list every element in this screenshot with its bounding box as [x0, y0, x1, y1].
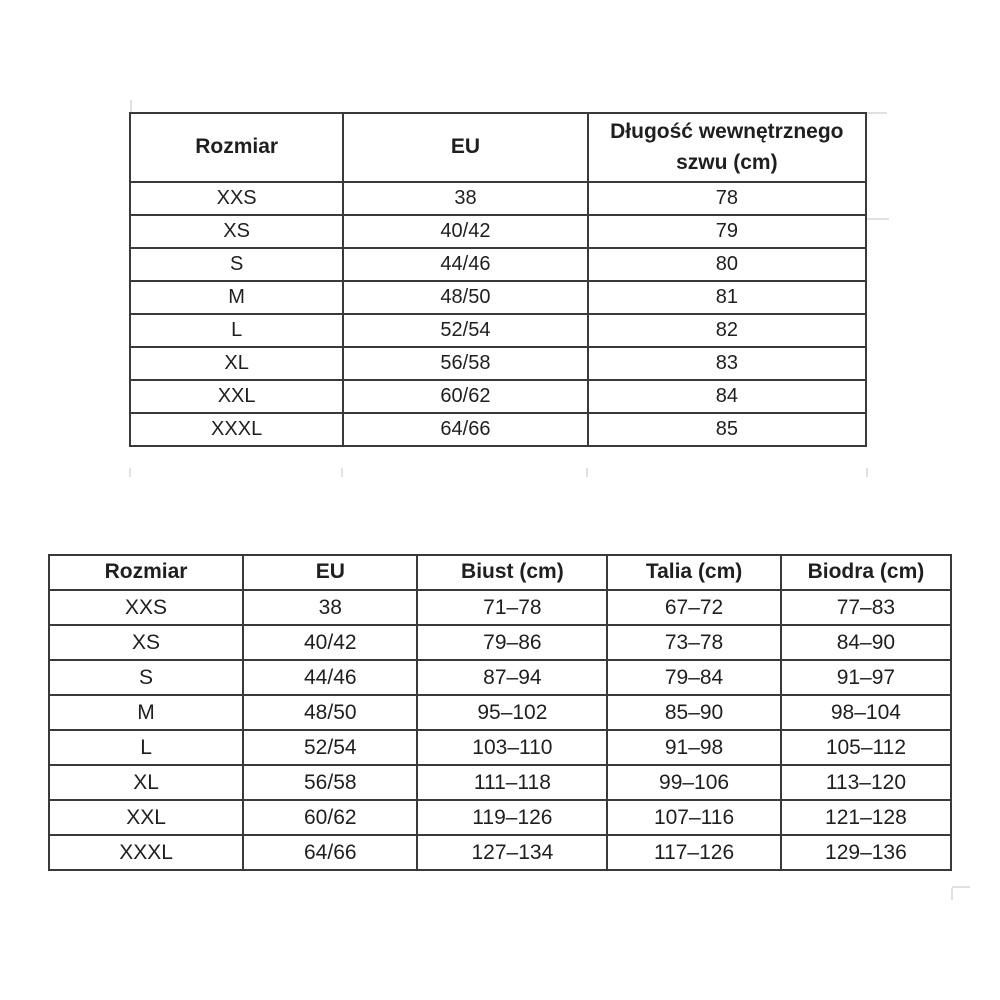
table-row — [130, 380, 866, 413]
table-row — [49, 765, 951, 800]
table-cell: 98–104 — [781, 695, 951, 730]
table-cell: 71–78 — [417, 590, 607, 625]
table-cell: 79–84 — [607, 660, 781, 695]
table-cell: 121–128 — [781, 800, 951, 835]
table-cell: 91–98 — [607, 730, 781, 765]
column-header: EU — [343, 113, 587, 182]
table-cell: 84–90 — [781, 625, 951, 660]
column-header: Długość wewnętrznego szwu (cm) — [588, 113, 866, 182]
table-cell: XXS — [130, 182, 343, 215]
gridline-artifact — [952, 886, 970, 888]
column-header: EU — [243, 555, 417, 590]
table-cell: 83 — [588, 347, 866, 380]
table-cell: 52/54 — [243, 730, 417, 765]
table-cell: 84 — [588, 380, 866, 413]
table-cell: 87–94 — [417, 660, 607, 695]
table-cell: 44/46 — [343, 248, 587, 281]
table-cell: 38 — [343, 182, 587, 215]
table-cell: 113–120 — [781, 765, 951, 800]
table-cell: 103–110 — [417, 730, 607, 765]
table-row — [49, 660, 951, 695]
table-cell: 127–134 — [417, 835, 607, 870]
table-cell: 40/42 — [343, 215, 587, 248]
table-cell: 67–72 — [607, 590, 781, 625]
table-cell: 95–102 — [417, 695, 607, 730]
table-row — [130, 182, 866, 215]
table-cell: 119–126 — [417, 800, 607, 835]
table-cell: 80 — [588, 248, 866, 281]
table-cell: M — [130, 281, 343, 314]
table-cell: L — [130, 314, 343, 347]
table-row — [49, 590, 951, 625]
gridline-artifact — [129, 468, 131, 477]
gridline-artifact — [951, 888, 953, 900]
table-row — [130, 347, 866, 380]
table-cell: 107–116 — [607, 800, 781, 835]
table-row — [130, 248, 866, 281]
table-cell: 117–126 — [607, 835, 781, 870]
gridline-artifact — [866, 468, 868, 477]
gridline-artifact — [341, 468, 343, 477]
table-cell: XS — [49, 625, 243, 660]
column-header: Rozmiar — [49, 555, 243, 590]
table-cell: 85–90 — [607, 695, 781, 730]
gridline-artifact — [130, 100, 132, 112]
column-header: Biust (cm) — [417, 555, 607, 590]
table-cell: 85 — [588, 413, 866, 446]
inseam-size-table — [129, 112, 867, 447]
table-cell: XXL — [49, 800, 243, 835]
gridline-artifact — [867, 218, 889, 220]
table-row — [130, 281, 866, 314]
table-cell: XXS — [49, 590, 243, 625]
body-measurements-table — [48, 554, 952, 871]
gridline-artifact — [586, 468, 588, 477]
table-row — [49, 625, 951, 660]
table-cell: 81 — [588, 281, 866, 314]
gridline-artifact — [867, 112, 887, 114]
table-cell: 52/54 — [343, 314, 587, 347]
table-cell: 91–97 — [781, 660, 951, 695]
table-cell: 79–86 — [417, 625, 607, 660]
table-cell: XS — [130, 215, 343, 248]
table-cell: XXL — [130, 380, 343, 413]
column-header: Biodra (cm) — [781, 555, 951, 590]
table-cell: S — [49, 660, 243, 695]
table-cell: 129–136 — [781, 835, 951, 870]
table-cell: 48/50 — [343, 281, 587, 314]
table-cell: 40/42 — [243, 625, 417, 660]
table-row — [130, 215, 866, 248]
table-cell: 78 — [588, 182, 866, 215]
table-row — [49, 695, 951, 730]
table-cell: 60/62 — [243, 800, 417, 835]
table-cell: XL — [130, 347, 343, 380]
table-cell: 79 — [588, 215, 866, 248]
table-cell: XL — [49, 765, 243, 800]
table-row — [130, 314, 866, 347]
table-cell: 111–118 — [417, 765, 607, 800]
table-row — [49, 730, 951, 765]
column-header: Rozmiar — [130, 113, 343, 182]
table-row — [49, 835, 951, 870]
table-cell: 48/50 — [243, 695, 417, 730]
table-cell: 56/58 — [343, 347, 587, 380]
table-cell: 60/62 — [343, 380, 587, 413]
table-row — [130, 413, 866, 446]
table-cell: 64/66 — [243, 835, 417, 870]
table-cell: 73–78 — [607, 625, 781, 660]
table-cell: 77–83 — [781, 590, 951, 625]
table-cell: S — [130, 248, 343, 281]
table-cell: M — [49, 695, 243, 730]
table-cell: XXXL — [130, 413, 343, 446]
table-cell: 105–112 — [781, 730, 951, 765]
table-row — [49, 800, 951, 835]
header-row — [49, 555, 951, 590]
table-cell: XXXL — [49, 835, 243, 870]
table-cell: 56/58 — [243, 765, 417, 800]
table-cell: 82 — [588, 314, 866, 347]
table-cell: 64/66 — [343, 413, 587, 446]
table-cell: 99–106 — [607, 765, 781, 800]
table-cell: 38 — [243, 590, 417, 625]
column-header: Talia (cm) — [607, 555, 781, 590]
table-cell: L — [49, 730, 243, 765]
header-row — [130, 113, 866, 182]
table-cell: 44/46 — [243, 660, 417, 695]
